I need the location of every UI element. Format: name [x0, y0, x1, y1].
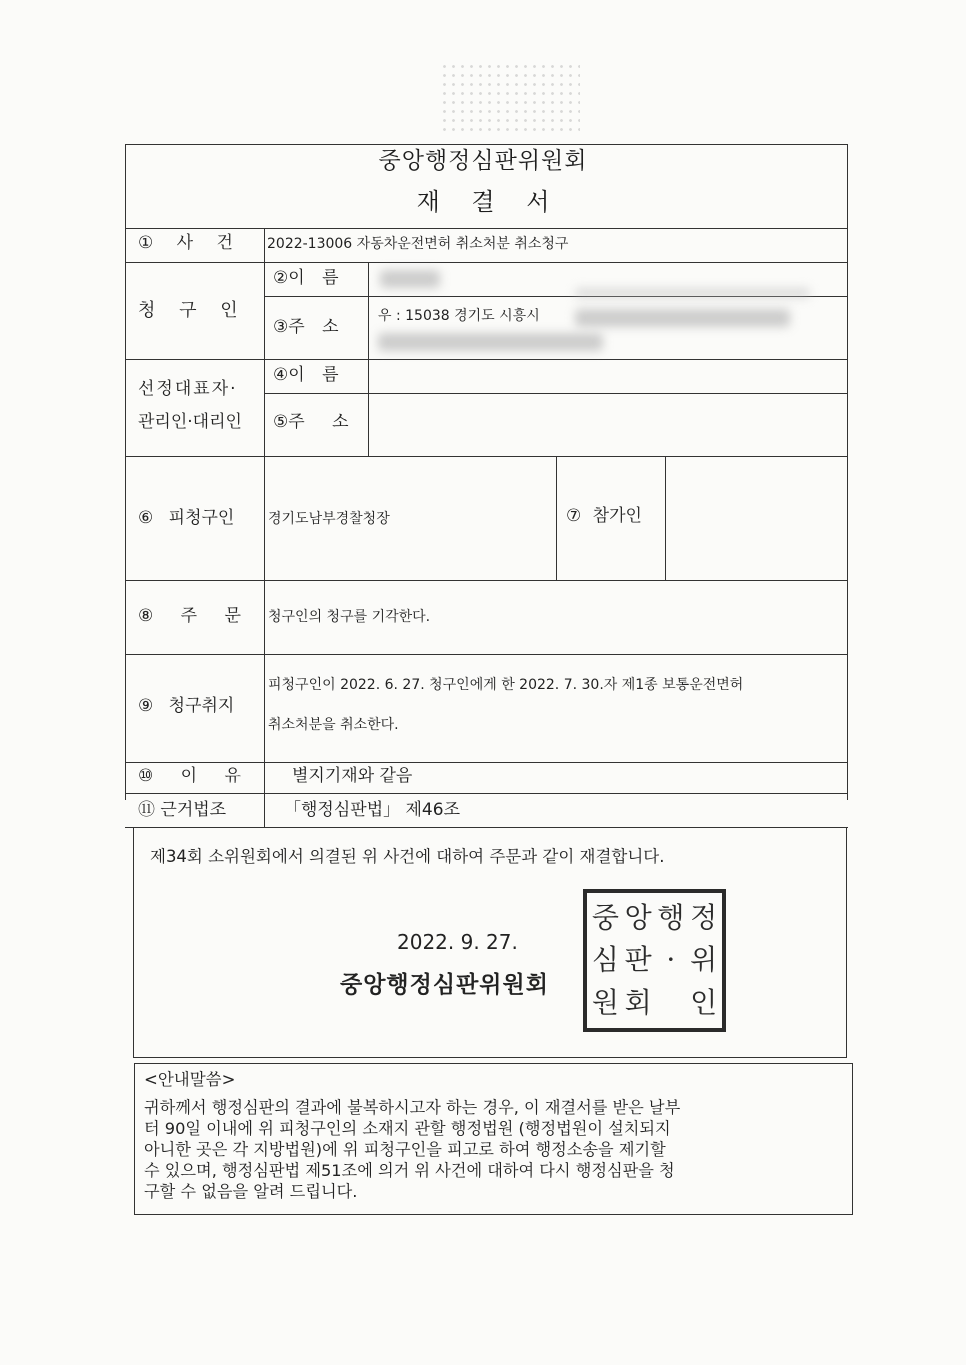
org-title: 중앙행정심판위원회 [378, 148, 588, 174]
redacted-address-top [575, 288, 810, 298]
redacted-address-line2 [378, 333, 603, 351]
notice-line: 구할 수 없음을 알려 드립니다. [144, 1182, 358, 1201]
intervenor-label: ⑦ 참가인 [566, 506, 642, 526]
order-label: ⑧ 주 문 [138, 606, 241, 626]
representative-label-line2: 관리인·대리인 [138, 412, 242, 432]
seal-char: 행 [657, 901, 685, 934]
claim-purpose-line1: 피청구인이 2022. 6. 27. 청구인에게 한 2022. 7. 30.자 제1종 보통운전면허 [268, 677, 744, 693]
decision-date: 2022. 9. 27. [397, 930, 518, 954]
claim-purpose-line2: 취소처분을 취소한다. [268, 717, 399, 733]
notice-line: 수 있으며, 행정심판법 제51조에 의거 위 사건에 대하여 다시 행정심판을 청 [144, 1161, 675, 1180]
representative-name-label: ④이 름 [273, 365, 339, 385]
notice-line: 터 90일 이내에 위 피청구인의 소재지 관할 행정법원 (행정법원이 설치되지 [144, 1119, 671, 1138]
claim-purpose-label: ⑨ 청구취지 [138, 696, 235, 716]
seal-char: 원 [591, 985, 619, 1019]
decision-statement: 제34회 소위원회에서 의결된 위 사건에 대하여 주문과 같이 재결합니다. [150, 847, 665, 866]
claimant-label: 청 구 인 [138, 300, 238, 321]
claimant-address-label: ③주 소 [273, 317, 339, 337]
case-value: 2022-13006 자동차운전면허 취소처분 취소청구 [267, 236, 569, 252]
seal-char: 인 [690, 985, 718, 1019]
official-seal-stamp [583, 889, 726, 1032]
seal-char: 위 [690, 943, 718, 977]
claimant-address-value: 우 : 15038 경기도 시흥시 [378, 308, 540, 324]
notice-title: <안내말씀> [144, 1070, 236, 1089]
seal-char: 심 [591, 943, 619, 977]
seal-char: · [666, 943, 676, 977]
representative-address-label: ⑤주 소 [273, 412, 349, 432]
document-title: 재 결 서 [416, 188, 550, 216]
order-value: 청구인의 청구를 기각한다. [268, 609, 431, 625]
case-label: ① 사 건 [138, 233, 233, 253]
seal-char: 정 [690, 901, 718, 934]
respondent-value: 경기도남부경찰청장 [268, 511, 390, 527]
legal-basis-label: ⑪ 근거법조 [138, 800, 227, 820]
notice-line: 아니한 곳은 각 지방법원)에 위 피청구인을 피고로 하여 행정소송을 제기할 [144, 1140, 666, 1159]
perforation-mark [440, 62, 580, 132]
legal-basis-value: 「행정심판법」 제46조 [284, 800, 460, 820]
representative-label-line1: 선정대표자· [138, 379, 238, 399]
claimant-name-label: ②이 름 [273, 268, 339, 288]
decision-signer: 중앙행정심판위원회 [340, 971, 549, 998]
reason-value: 별지기재와 같음 [292, 766, 413, 786]
seal-char: 앙 [624, 901, 652, 934]
reason-label: ⑩ 이 유 [138, 766, 241, 786]
seal-char: 판 [624, 943, 652, 977]
redacted-address-line1 [575, 309, 790, 327]
seal-char: 중 [591, 901, 619, 934]
respondent-label: ⑥ 피청구인 [138, 508, 235, 528]
redacted-claimant-name [380, 270, 440, 288]
seal-char [655, 982, 688, 1024]
notice-line: 귀하께서 행정심판의 결과에 불복하시고자 하는 경우, 이 재결서를 받은 날부 [144, 1098, 681, 1117]
seal-char: 회 [624, 985, 652, 1019]
